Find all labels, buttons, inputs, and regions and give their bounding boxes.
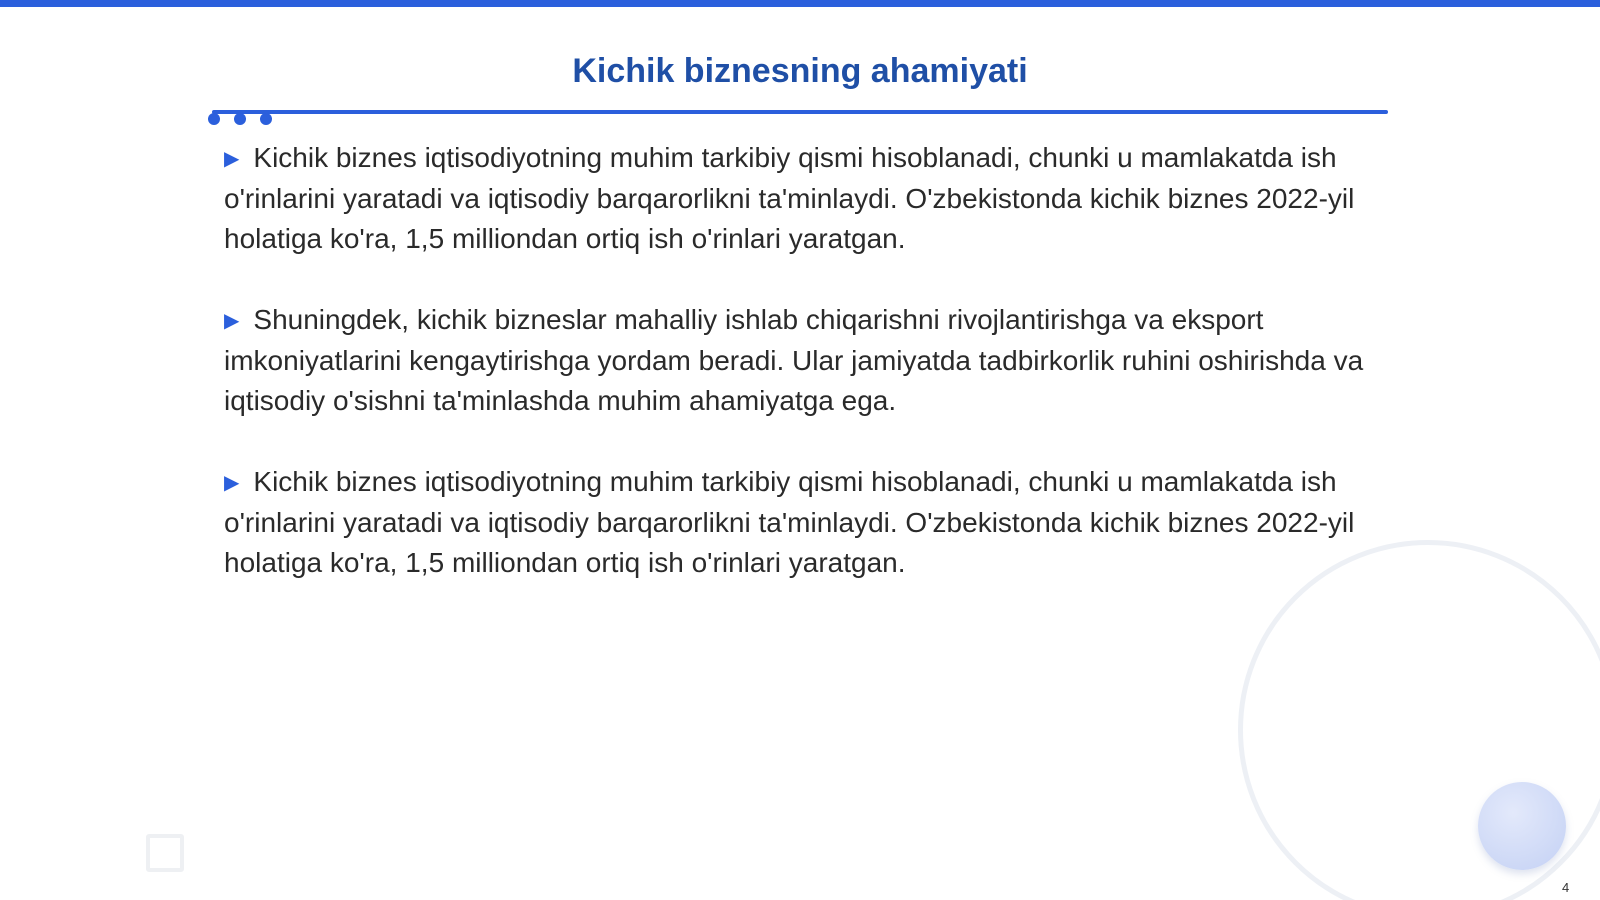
bullet-item bbox=[224, 462, 1374, 583]
bullet-item bbox=[224, 300, 1374, 421]
divider-dot-3 bbox=[260, 113, 272, 125]
title-divider bbox=[212, 110, 1388, 114]
top-accent-bar bbox=[0, 0, 1600, 7]
decorative-ball bbox=[1478, 782, 1566, 870]
bullet-text: Kichik biznes iqtisodiyotning muhim tarkibiy qismi hisoblanadi, chunki u mamlakatda ish o'rinlarini yaratadi va iqtisodiy barqarorlikni ta'minlaydi. O'zbekistonda kichik biznes 2022-yil holatiga ko'ra, 1,5 milliondan ortiq ish o'rinlari yaratgan. bbox=[224, 142, 1355, 254]
bullet-text: Kichik biznes iqtisodiyotning muhim tarkibiy qismi hisoblanadi, chunki u mamlakatda ish o'rinlarini yaratadi va iqtisodiy barqarorlikni ta'minlaydi. O'zbekistonda kichik biznes 2022-yil holatiga ko'ra, 1,5 milliondan ortiq ish o'rinlari yaratgan. bbox=[224, 466, 1355, 578]
play-arrow-icon: ▶ bbox=[224, 472, 240, 494]
slide-content bbox=[224, 138, 1374, 624]
play-arrow-icon: ▶ bbox=[224, 310, 240, 332]
bullet-item bbox=[224, 138, 1374, 259]
slide-title: Kichik biznesning ahamiyati bbox=[572, 52, 1028, 90]
divider-dot-2 bbox=[234, 113, 246, 125]
bullet-text: Shuningdek, kichik bizneslar mahalliy ishlab chiqarishni rivojlantirishga va eksport imkoniyatlarini kengaytirishga yordam beradi. Ular jamiyatda tadbirkorlik ruhini oshirishda va iqtisodiy o'sishni ta'minlashda muhim ahamiyatga ega. bbox=[224, 304, 1364, 416]
page-number: 4 bbox=[1562, 880, 1570, 895]
play-arrow-icon: ▶ bbox=[224, 148, 240, 170]
divider-dot-1 bbox=[208, 113, 220, 125]
decorative-square bbox=[146, 834, 184, 872]
